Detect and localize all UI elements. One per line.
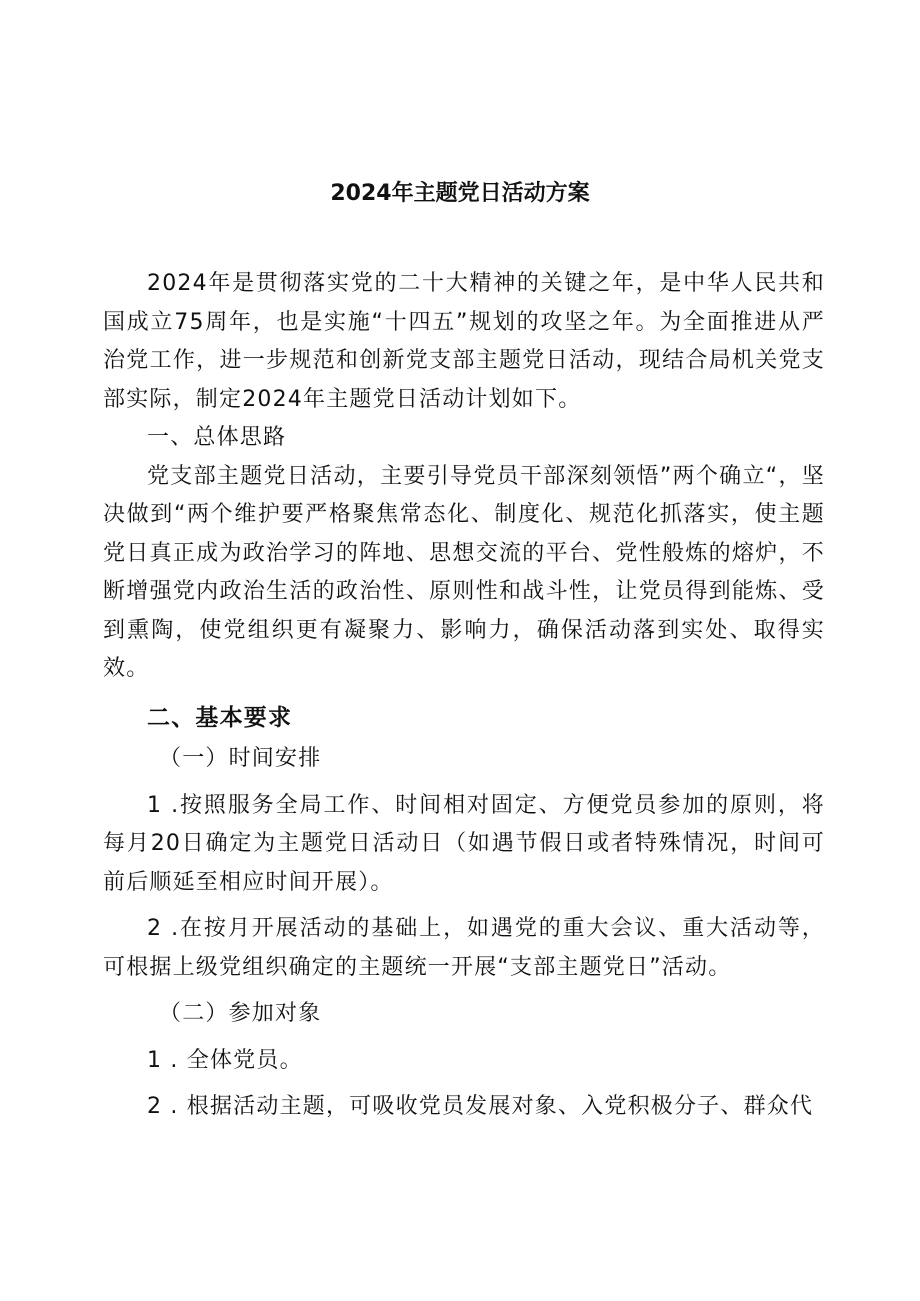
schedule-item-2: 2 .在按月开展活动的基础上，如遇党的重大会议、重大活动等，可根据上级党组织确定的主题统一开展“支部主题党日”活动。 — [103, 916, 825, 980]
document-body — [103, 265, 825, 1127]
section-heading-overall-approach: 一、总体思路 — [147, 425, 287, 450]
document-title: 2024年主题党日活动方案 — [330, 181, 590, 206]
intro-paragraph: 2024年是贯彻落实党的二十大精神的关键之年，是中华人民共和国成立75周年，也是实施“十四五”规划的攻坚之年。为全面推进从严治党工作，进一步规范和创新党支部主题党日活动，现结合局机关党支部实际，制定2024年主题党日活动计划如下。 — [103, 271, 825, 412]
subsection-heading-participants: （二）参加对象 — [159, 1001, 322, 1026]
schedule-item-1: 1 .按照服务全局工作、时间相对固定、方便党员参加的原则，将每月20日确定为主题党日活动日（如遇节假日或者特殊情况，时间可前后顺延至相应时间开展）。 — [103, 792, 825, 895]
subsection-heading-schedule: （一）时间安排 — [159, 746, 322, 771]
participants-item-2: 2 . 根据活动主题，可吸收党员发展对象、入党积极分子、群众代 — [147, 1094, 814, 1119]
section-heading-basic-requirements: 二、基本要求 — [147, 704, 293, 731]
overall-approach-paragraph: 党支部主题党日活动，主要引导党员干部深刻领悟”两个确立“，坚决做到“两个维护要严格聚焦常态化、制度化、规范化抓落实，使主题党日真正成为政治学习的阵地、思想交流的平台、党性般炼的熔炉，不断增强党内政治生活的政治性、原则性和战斗性，让党员得到能炼、受到熏陶，使党组织更有凝聚力、影响力，确保活动落到实处、取得实效。 — [103, 463, 825, 681]
participants-item-1: 1 . 全体党员。 — [147, 1047, 303, 1073]
